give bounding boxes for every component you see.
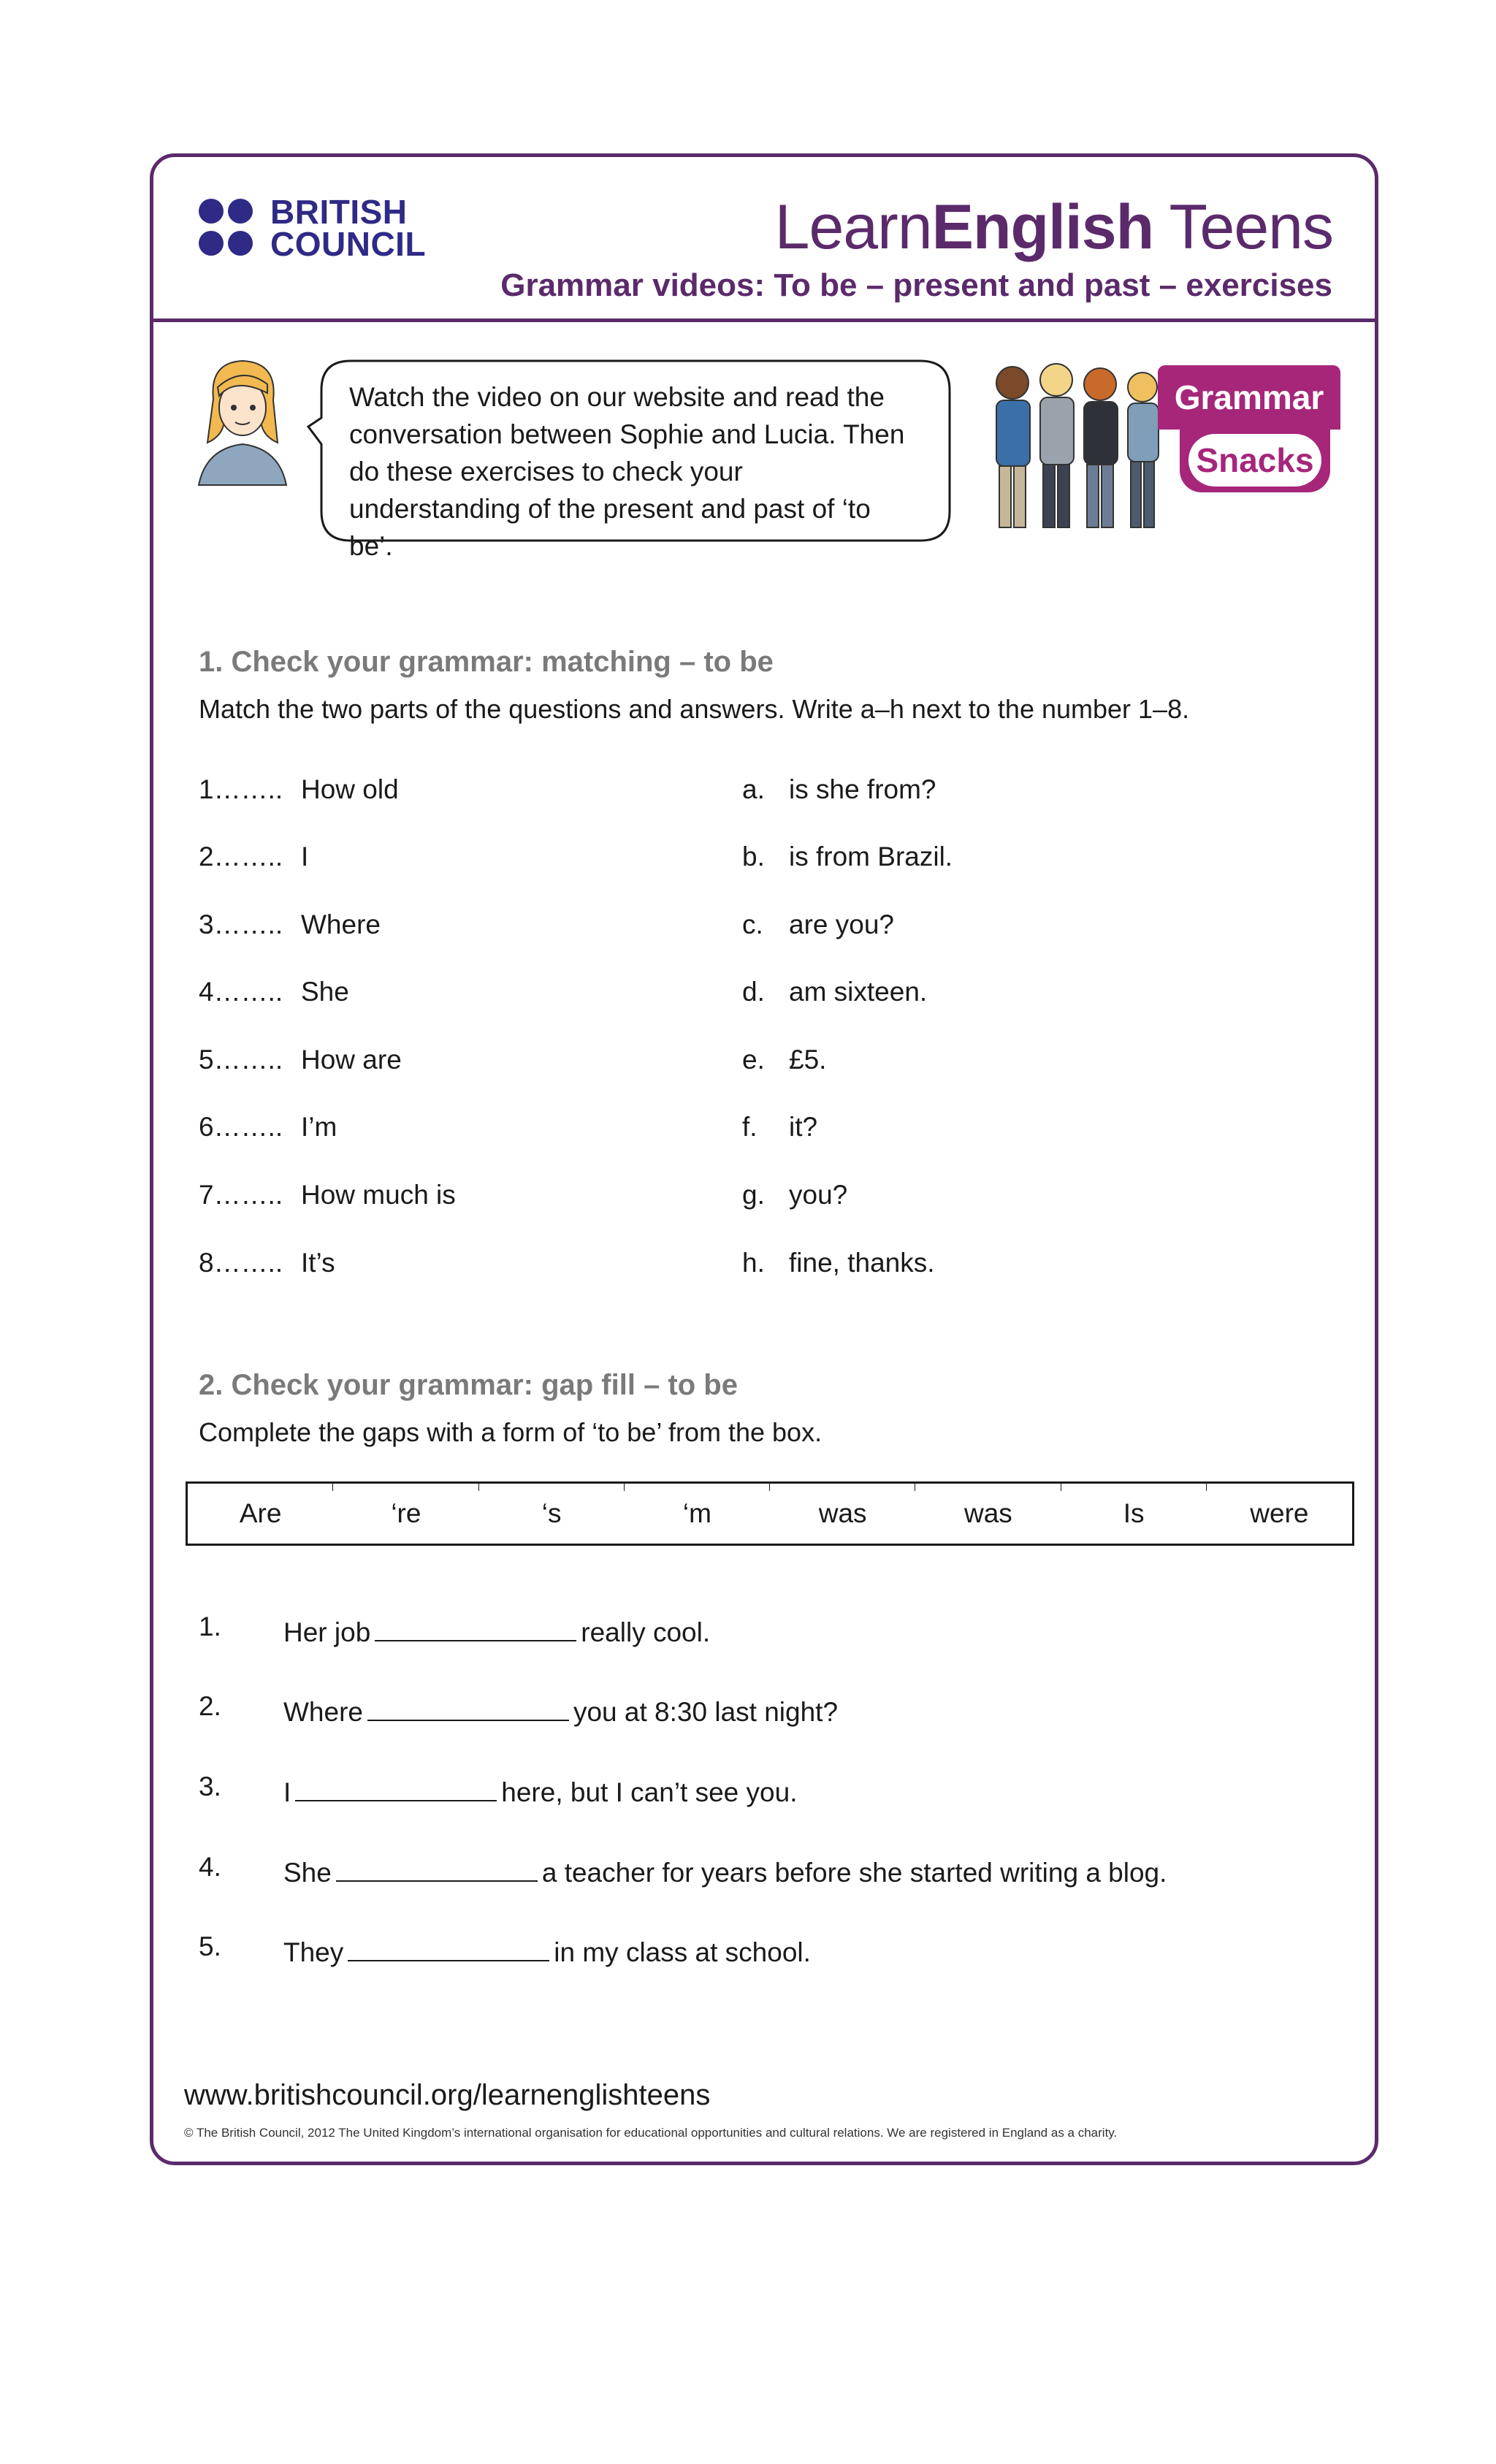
grammar-snacks-badge xyxy=(1158,365,1340,497)
gap-sentence xyxy=(0,1931,1496,1988)
answer-letter: e. xyxy=(742,1045,765,1075)
match-row xyxy=(0,1112,1496,1156)
word-option: was xyxy=(770,1484,915,1544)
brand-teens: Teens xyxy=(1153,192,1333,262)
sentence-text xyxy=(283,1858,1167,1888)
row-number[interactable]: 7…….. xyxy=(199,1180,283,1210)
gap-sentence xyxy=(0,1611,1496,1668)
logo-dot xyxy=(228,199,253,224)
answer-part: is from Brazil. xyxy=(789,842,953,871)
answer-letter: f. xyxy=(742,1112,757,1142)
match-row xyxy=(0,977,1496,1021)
match-row xyxy=(0,1045,1496,1088)
answer-letter: g. xyxy=(742,1180,765,1210)
answer-part: is she from? xyxy=(789,774,936,804)
intro-text: Watch the video on our website and read the conversation between Sophie and Lucia. Then do these exercises to check your understanding of the present and past of ‘to be’. xyxy=(349,382,905,561)
row-number[interactable]: 6…….. xyxy=(199,1112,283,1142)
row-number[interactable]: 8…….. xyxy=(199,1248,283,1278)
sentence-start: Where xyxy=(283,1697,363,1727)
word-option: ‘s xyxy=(479,1484,625,1544)
logo-dot xyxy=(199,231,224,256)
answer-part: are you? xyxy=(789,909,894,939)
brand-learn: Learn xyxy=(774,192,932,262)
sentence-start: She xyxy=(283,1858,332,1888)
question-part: She xyxy=(301,977,349,1007)
word-box xyxy=(186,1481,1354,1546)
word-option: Are xyxy=(188,1484,333,1544)
row-number[interactable]: 3…….. xyxy=(199,909,283,939)
sentence-text xyxy=(283,1937,811,1968)
brand-english: English xyxy=(931,192,1154,262)
question-part: Where xyxy=(301,909,381,939)
sentence-number: 2. xyxy=(199,1691,221,1721)
row-number[interactable]: 5…….. xyxy=(199,1045,283,1075)
section2-title: 2. Check your grammar: gap fill – to be xyxy=(199,1369,738,1401)
logo-dots-icon xyxy=(199,199,256,260)
logo-dot xyxy=(228,231,253,256)
answer-letter: a. xyxy=(742,774,765,804)
section2-instruction: Complete the gaps with a form of ‘to be’ from the box. xyxy=(199,1417,823,1447)
logo-text xyxy=(270,193,427,263)
logo-dot xyxy=(199,199,224,224)
logo-line-2: COUNCIL xyxy=(270,225,427,263)
logo-line-1: BRITISH xyxy=(270,193,408,231)
answer-letter: d. xyxy=(742,977,765,1007)
page-subtitle: Grammar videos: To be – present and past – exercises xyxy=(500,267,1332,303)
gap-blank[interactable] xyxy=(375,1618,576,1641)
learnenglish-teens-logo xyxy=(775,191,1333,264)
question-part: I xyxy=(301,842,309,871)
match-row xyxy=(0,842,1496,885)
answer-part: it? xyxy=(789,1112,818,1142)
answer-part: fine, thanks. xyxy=(789,1248,935,1278)
match-row xyxy=(0,774,1496,818)
answer-letter: b. xyxy=(742,842,765,871)
sentence-number: 4. xyxy=(199,1852,221,1882)
sentence-end: a teacher for years before she started writing a blog. xyxy=(541,1858,1167,1888)
match-row xyxy=(0,909,1496,953)
gap-blank[interactable] xyxy=(336,1858,538,1882)
answer-letter: h. xyxy=(742,1248,765,1278)
row-number[interactable]: 2…….. xyxy=(199,842,283,871)
gap-sentence xyxy=(0,1852,1496,1909)
section1-title: 1. Check your grammar: matching – to be xyxy=(199,646,774,678)
sentence-start: I xyxy=(283,1777,291,1807)
footer-copyright: © The British Council, 2012 The United Kingdom’s international organisation for educational opportunities and cultural relations. We are registered in England as a charity. xyxy=(184,2126,1118,2140)
sentence-end: really cool. xyxy=(581,1617,711,1647)
row-number[interactable]: 4…….. xyxy=(199,977,283,1007)
girl-avatar-icon xyxy=(191,355,294,487)
sentence-number: 1. xyxy=(199,1611,221,1641)
gap-blank[interactable] xyxy=(348,1938,549,1961)
question-part: I’m xyxy=(301,1112,337,1142)
match-row xyxy=(0,1248,1496,1292)
word-option: Is xyxy=(1061,1484,1207,1544)
footer-url[interactable]: www.britishcouncil.org/learnenglishteens xyxy=(184,2079,711,2111)
teens-group-icon xyxy=(983,358,1173,533)
badge-grammar: Grammar xyxy=(1158,365,1340,430)
word-option: ‘m xyxy=(625,1484,770,1544)
sentence-end: here, but I can’t see you. xyxy=(501,1777,798,1807)
sentence-end: in my class at school. xyxy=(554,1937,811,1967)
answer-letter: c. xyxy=(742,909,763,939)
gap-blank[interactable] xyxy=(367,1698,569,1721)
sentence-start: Her job xyxy=(283,1617,371,1647)
question-part: How old xyxy=(301,774,399,804)
header-divider xyxy=(150,319,1378,322)
sentence-text xyxy=(283,1617,710,1648)
sentence-end: you at 8:30 last night? xyxy=(573,1697,839,1727)
word-option: were xyxy=(1250,1498,1309,1528)
answer-part: you? xyxy=(789,1180,848,1210)
question-part: It’s xyxy=(301,1248,335,1278)
question-part: How much is xyxy=(301,1180,456,1210)
gap-blank[interactable] xyxy=(295,1778,497,1801)
gap-sentence xyxy=(0,1691,1496,1748)
answer-part: £5. xyxy=(789,1045,827,1075)
match-row xyxy=(0,1180,1496,1224)
word-option: was xyxy=(915,1484,1061,1544)
question-part: How are xyxy=(301,1045,402,1075)
sentence-number: 5. xyxy=(199,1931,221,1961)
word-option: ‘re xyxy=(333,1484,478,1544)
sentence-start: They xyxy=(283,1937,344,1967)
row-number[interactable]: 1…….. xyxy=(199,774,283,804)
british-council-logo xyxy=(199,193,427,269)
sentence-text xyxy=(283,1777,797,1808)
answer-part: am sixteen. xyxy=(789,977,928,1007)
section1-instruction: Match the two parts of the questions and answers. Write a–h next to the number 1–8. xyxy=(199,694,1190,724)
sentence-text xyxy=(283,1697,838,1728)
badge-snacks: Snacks xyxy=(1188,434,1321,487)
sentence-number: 3. xyxy=(199,1771,221,1801)
gap-sentence xyxy=(0,1771,1496,1828)
